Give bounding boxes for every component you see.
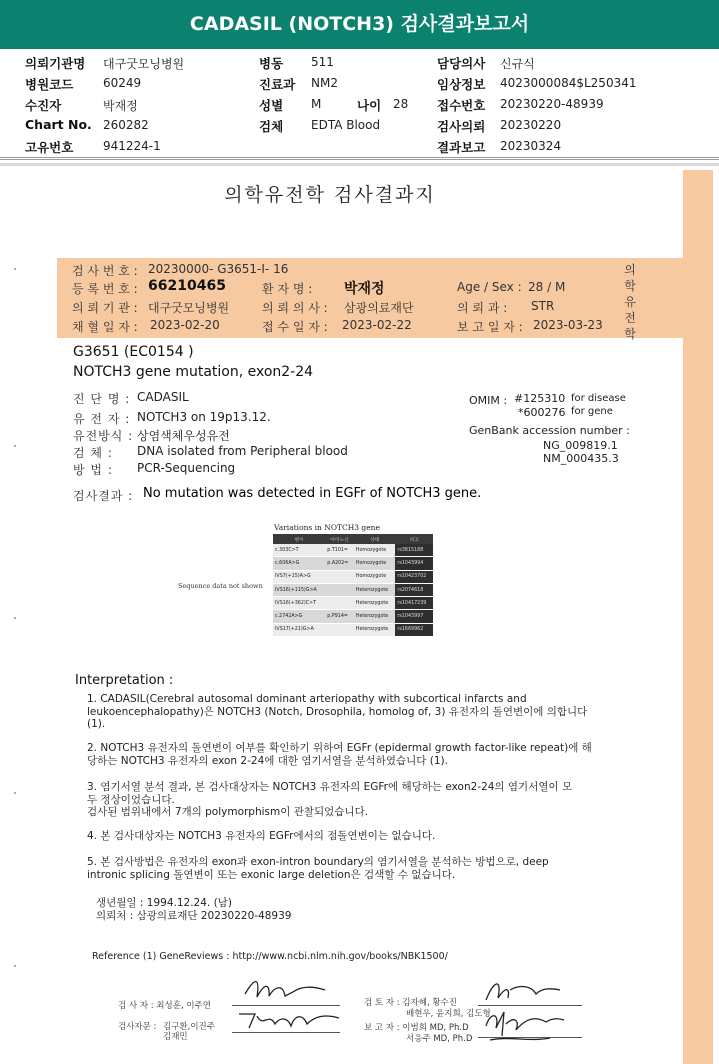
header-label: 임상정보	[437, 77, 486, 92]
patient-label: 환 자 명 :	[262, 282, 313, 296]
report-date: 2023-03-23	[533, 318, 603, 332]
variation-cell: p.A202=	[325, 557, 354, 570]
header-label: 담당의사	[437, 56, 486, 71]
variation-cell: p.P914=	[325, 610, 354, 623]
referral: 의뢰처 : 삼광의료재단 20230220-48939	[96, 910, 292, 922]
variation-cell: Homozygote	[354, 557, 396, 570]
specimen: DNA isolated from Peripheral blood	[137, 444, 348, 458]
variation-cell	[325, 623, 354, 636]
variation-cell: p.T101=	[325, 544, 354, 557]
interpretation-line: 검사된 범위내에서 7개의 polymorphism이 관찰되었습니다.	[87, 806, 369, 818]
interpretation-line: 2. NOTCH3 유전자의 돌연변이 여부를 확인하기 위하여 EGFr (epidermal growth factor-like repeat)에 해	[87, 742, 592, 754]
report-title: CADASIL (NOTCH3) 검사결과보고서	[189, 13, 530, 35]
header-value: NM2	[311, 76, 338, 90]
variation-header-row	[273, 534, 433, 544]
variation-cell: IVS16(+362)C>T	[273, 597, 325, 610]
variation-cell: Heterozygote	[354, 583, 396, 596]
inst: 대구굿모닝병원	[148, 301, 230, 315]
variation-cell: IVS17(+21)G>A	[273, 623, 325, 636]
doctor: 삼광의료재단	[344, 301, 414, 315]
interpretation-title: Interpretation :	[75, 673, 174, 688]
header-label: 결과보고	[437, 140, 486, 155]
interpretation-line: (1).	[87, 718, 106, 730]
agesex-label: Age / Sex :	[457, 280, 522, 294]
header-label: 접수번호	[437, 98, 486, 113]
interpretation-line: 4. 본 검사대상자는 NOTCH3 유전자의 EGFr에서의 점돌연변이는 없습니다.	[87, 830, 436, 842]
header-value: 941224-1	[103, 139, 161, 153]
reviewer-signature	[480, 974, 570, 1008]
inherit: 상염색체우성유전	[137, 429, 230, 443]
right-decor-strip	[683, 170, 713, 1064]
interpretation-line: intronic splicing 돌연변이 또는 exonic large deletion은 검색할 수 없습니다.	[87, 868, 456, 881]
variation-cell	[325, 597, 354, 610]
variation-cell: c.303C>T	[273, 544, 325, 557]
gene: NOTCH3 on 19p13.12.	[137, 410, 271, 424]
variation-cell: rs1669962	[395, 623, 433, 636]
omim-gene: *600276	[518, 406, 566, 419]
dx: CADASIL	[137, 390, 189, 404]
tester-advisor: 김구환,이진주	[163, 1022, 215, 1032]
inherit-label: 유전방식 :	[73, 429, 134, 443]
variation-cell: rs3815188	[395, 544, 433, 557]
variation-table-title: Variations in NOTCH3 gene	[274, 523, 380, 532]
interpretation-line: 3. 염기서열 분석 결과, 본 검사대상자는 NOTCH3 유전자의 EGFr에 해당하는 exon2-24의 염기서열이 모	[87, 781, 573, 793]
variation-cell	[325, 583, 354, 596]
header-value: EDTA Blood	[311, 118, 381, 132]
header-value: 260282	[103, 118, 149, 132]
dept: STR	[531, 299, 555, 313]
interpretation-line: leukoencephalopathy)은 NOTCH3 (Notch, Drosophila, homolog of, 3) 유전자의 돌연변이에 의합니다	[87, 705, 588, 718]
reg-no-label: 등 록 번 호 :	[72, 282, 138, 296]
patient-info-band	[57, 258, 683, 341]
variation-cell: rs10417239	[395, 597, 433, 610]
variation-cell	[325, 570, 354, 583]
tester-advisor-label: 검사자문 :	[118, 1022, 157, 1032]
variation-row	[273, 597, 433, 610]
header-label: 병동	[259, 56, 284, 71]
reporter: 보 고 자 : 이범희 MD, Ph.D	[364, 1023, 469, 1033]
recv-date: 2023-02-22	[342, 318, 412, 332]
variation-cell: Heterozygote	[354, 623, 396, 636]
variation-header: 아미노산	[325, 534, 354, 544]
variation-cell: Homozygote	[354, 570, 396, 583]
interpretation-line: 5. 본 검사방법은 유전자의 exon과 exon-intron boundary의 염기서열을 분석하는 방법으로, deep	[87, 856, 549, 868]
result-label: 검사결과 :	[73, 489, 134, 503]
report-header-band	[0, 0, 719, 49]
header-value: 박재정	[103, 99, 138, 113]
variation-cell: Heterozygote	[354, 597, 396, 610]
header-label: Chart No.	[25, 117, 92, 132]
recv-label: 접 수 일 자 :	[262, 320, 328, 334]
vertical-char: 학	[624, 279, 636, 293]
reporter-signature	[480, 1006, 570, 1046]
header-label: 성별	[259, 98, 284, 113]
variation-row	[273, 623, 433, 636]
tester-signature	[235, 972, 335, 1006]
variation-cell: IVS7(+15)A>G	[273, 570, 325, 583]
interpretation-line: 당하는 NOTCH3 유전자의 exon 2-24에 대한 염기서열을 분석하였습니다 (1).	[87, 754, 448, 767]
header-label: 나이	[357, 98, 382, 113]
variation-cell: Homozygote	[354, 544, 396, 557]
header-label: 수진자	[25, 98, 62, 113]
variation-cell: rs2074618	[395, 583, 433, 596]
variation-row	[273, 610, 433, 623]
reference: Reference (1) GeneReviews : http://www.ncbi.nlm.nih.gov/books/NBK1500/	[92, 951, 448, 962]
variation-row	[273, 557, 433, 570]
interpretation-line: 두 정상이었습니다.	[87, 793, 175, 806]
exam-no: 20230000- G3651-I- 16	[148, 262, 289, 276]
patient-name: 박재정	[344, 281, 385, 297]
omim-label: OMIM :	[469, 394, 508, 407]
sequence-note: Sequence data not shown	[178, 582, 263, 590]
reviewer: 검 토 자 : 김자혜, 황수진	[364, 998, 457, 1008]
header-value: 대구굿모닝병원	[103, 57, 185, 71]
coll-date: 2023-02-20	[150, 318, 220, 332]
agesex: 28 / M	[528, 280, 566, 294]
interpretation-line: 1. CADASIL(Cerebral autosomal dominant arteriopathy with subcortical infarcts and	[87, 693, 527, 705]
genbank-acc1: NG_009819.1	[543, 439, 618, 452]
gene-label: 유 전 자 :	[73, 412, 131, 426]
reporter-2: 서응주 MD, Ph.D	[406, 1034, 473, 1044]
header-value: 20230220	[500, 118, 562, 132]
exam-no-label: 검 사 번 호 :	[72, 264, 138, 278]
variation-cell: rs1043994	[395, 557, 433, 570]
coll-label: 채 혈 일 자 :	[72, 320, 138, 334]
header-label: 고유번호	[25, 140, 74, 155]
header-label: 검사의뢰	[437, 119, 486, 134]
header-value: 4023000084$L250341	[500, 76, 637, 90]
specimen-label: 검 체 :	[73, 446, 113, 460]
variation-row	[273, 583, 433, 596]
variation-header: 비고	[395, 534, 433, 544]
header-value: M	[311, 97, 322, 111]
header-label: 진료과	[259, 77, 296, 92]
header-value: 신규식	[500, 57, 535, 71]
header-label: 의뢰기관명	[25, 56, 86, 71]
variation-cell: c.606A>G	[273, 557, 325, 570]
header-value: 28	[393, 97, 409, 111]
header-label: 병원코드	[25, 77, 74, 92]
margin-dot	[14, 965, 16, 967]
test-name: NOTCH3 gene mutation, exon2-24	[73, 364, 314, 380]
variation-cell: rs1043997	[395, 610, 433, 623]
tester-advisor-2: 김재민	[163, 1032, 188, 1042]
genbank-label: GenBank accession number :	[469, 424, 630, 437]
variation-row	[273, 570, 433, 583]
vertical-label	[622, 262, 638, 342]
test-code: G3651 (EC0154 )	[73, 344, 194, 360]
tester: 검 사 자 : 최성훈, 이주연	[118, 1001, 211, 1011]
report-label: 보 고 일 자 :	[457, 320, 523, 334]
reviewer-2: 배현우, 윤지희, 김도형	[406, 1009, 491, 1019]
genbank-acc2: NM_000435.3	[543, 452, 619, 465]
vertical-char: 의	[624, 263, 636, 277]
margin-dot	[14, 617, 16, 619]
header-value: 20230220-48939	[500, 97, 604, 111]
omim-disease-note: for disease	[571, 393, 626, 404]
variation-cell: c.2742A>G	[273, 610, 325, 623]
dob: 생년월일 : 1994.12.24. (남)	[96, 897, 232, 909]
header-divider	[0, 157, 719, 160]
header-value: 511	[311, 55, 334, 69]
omim-disease: #125310	[514, 392, 566, 405]
reg-no: 66210465	[148, 278, 226, 294]
result-text: No mutation was detected in EGFr of NOTCH3 gene.	[143, 486, 482, 501]
advisor-signature	[235, 1006, 345, 1036]
header-label: 검체	[259, 119, 284, 134]
dx-label: 진 단 명 :	[73, 392, 131, 406]
variation-cell: Heterozygote	[354, 610, 396, 623]
omim-gene-note: for gene	[571, 406, 613, 417]
vertical-char: 학	[624, 327, 636, 341]
document-title: 의학유전학 검사결과지	[224, 184, 436, 206]
margin-dot	[14, 445, 16, 447]
inst-label: 의 뢰 기 관 :	[72, 301, 138, 315]
doctor-label: 의 뢰 의 사 :	[262, 301, 328, 315]
variation-header: 변이	[273, 534, 325, 544]
method: PCR-Sequencing	[137, 461, 236, 475]
header-divider-shadow	[0, 163, 719, 166]
header-value: 60249	[103, 76, 142, 90]
variation-row	[273, 544, 433, 557]
margin-dot	[14, 792, 16, 794]
vertical-char: 유	[624, 295, 636, 309]
header-value: 20230324	[500, 139, 562, 153]
variation-cell: IVS16(+115)G>A	[273, 583, 325, 596]
variation-cell: rs10423702	[395, 570, 433, 583]
variation-table	[273, 534, 433, 637]
dept-label: 의 뢰 과 :	[457, 301, 508, 315]
method-label: 방 법 :	[73, 463, 113, 477]
vertical-char: 전	[624, 311, 636, 325]
variation-header: 상태	[354, 534, 396, 544]
margin-dot	[14, 268, 16, 270]
